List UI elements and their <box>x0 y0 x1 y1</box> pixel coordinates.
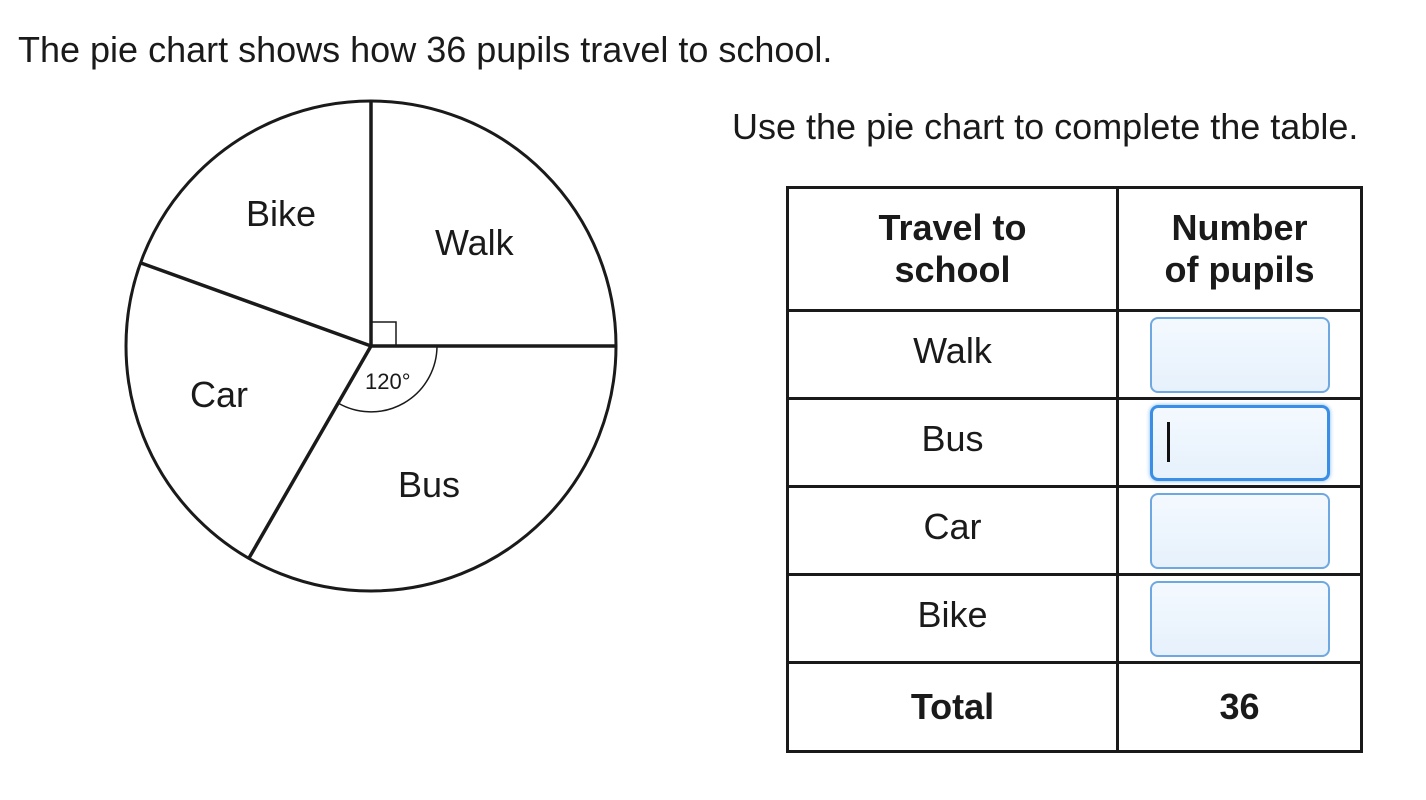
walk-number-input[interactable] <box>1150 317 1330 393</box>
number-cell-car <box>1118 487 1362 575</box>
header-travel-to-school <box>788 188 1118 311</box>
total-label-cell: Total <box>788 663 1118 752</box>
angle-label: 120° <box>365 369 411 394</box>
header-number-line-2: of pupils <box>1164 249 1315 290</box>
number-cell-bike <box>1118 575 1362 663</box>
pie-label-walk: Walk <box>435 222 514 263</box>
table-row-bike <box>788 575 1362 663</box>
table-header-row <box>788 188 1362 311</box>
pie-label-car: Car <box>190 374 249 415</box>
pie-label-bike: Bike <box>246 193 317 234</box>
question-intro: The pie chart shows how 36 pupils travel to school. <box>18 29 833 70</box>
question-instruction: Use the pie chart to complete the table. <box>732 106 1359 147</box>
number-cell-walk <box>1118 311 1362 399</box>
mode-cell-car <box>788 487 1118 575</box>
right-angle-marker <box>371 322 396 346</box>
table-row-total <box>788 663 1362 752</box>
pie-label-bus: Bus <box>398 464 461 505</box>
mode-label-car: Car <box>923 505 982 547</box>
header-travel-line-2: school <box>894 249 1011 290</box>
total-value-cell: 36 <box>1118 663 1362 752</box>
mode-label-bike: Bike <box>917 593 988 635</box>
number-cell-bus <box>1118 399 1362 487</box>
answer-table <box>786 186 1363 753</box>
text-cursor <box>1167 422 1170 462</box>
table-row-car <box>788 487 1362 575</box>
header-number-of-pupils <box>1118 188 1362 311</box>
pie-divider-left <box>141 263 371 346</box>
table-row-walk <box>788 311 1362 399</box>
mode-cell-bus <box>788 399 1118 487</box>
bike-number-input[interactable] <box>1150 581 1330 657</box>
bus-number-input[interactable] <box>1150 405 1330 481</box>
mode-cell-walk <box>788 311 1118 399</box>
header-number-line-1: Number <box>1171 207 1308 248</box>
mode-label-bus: Bus <box>921 417 984 459</box>
mode-label-walk: Walk <box>913 329 992 371</box>
header-travel-line-1: Travel to <box>878 207 1027 248</box>
car-number-input[interactable] <box>1150 493 1330 569</box>
pie-divider-bottom-left <box>249 346 371 558</box>
table-row-bus <box>788 399 1362 487</box>
mode-cell-bike <box>788 575 1118 663</box>
